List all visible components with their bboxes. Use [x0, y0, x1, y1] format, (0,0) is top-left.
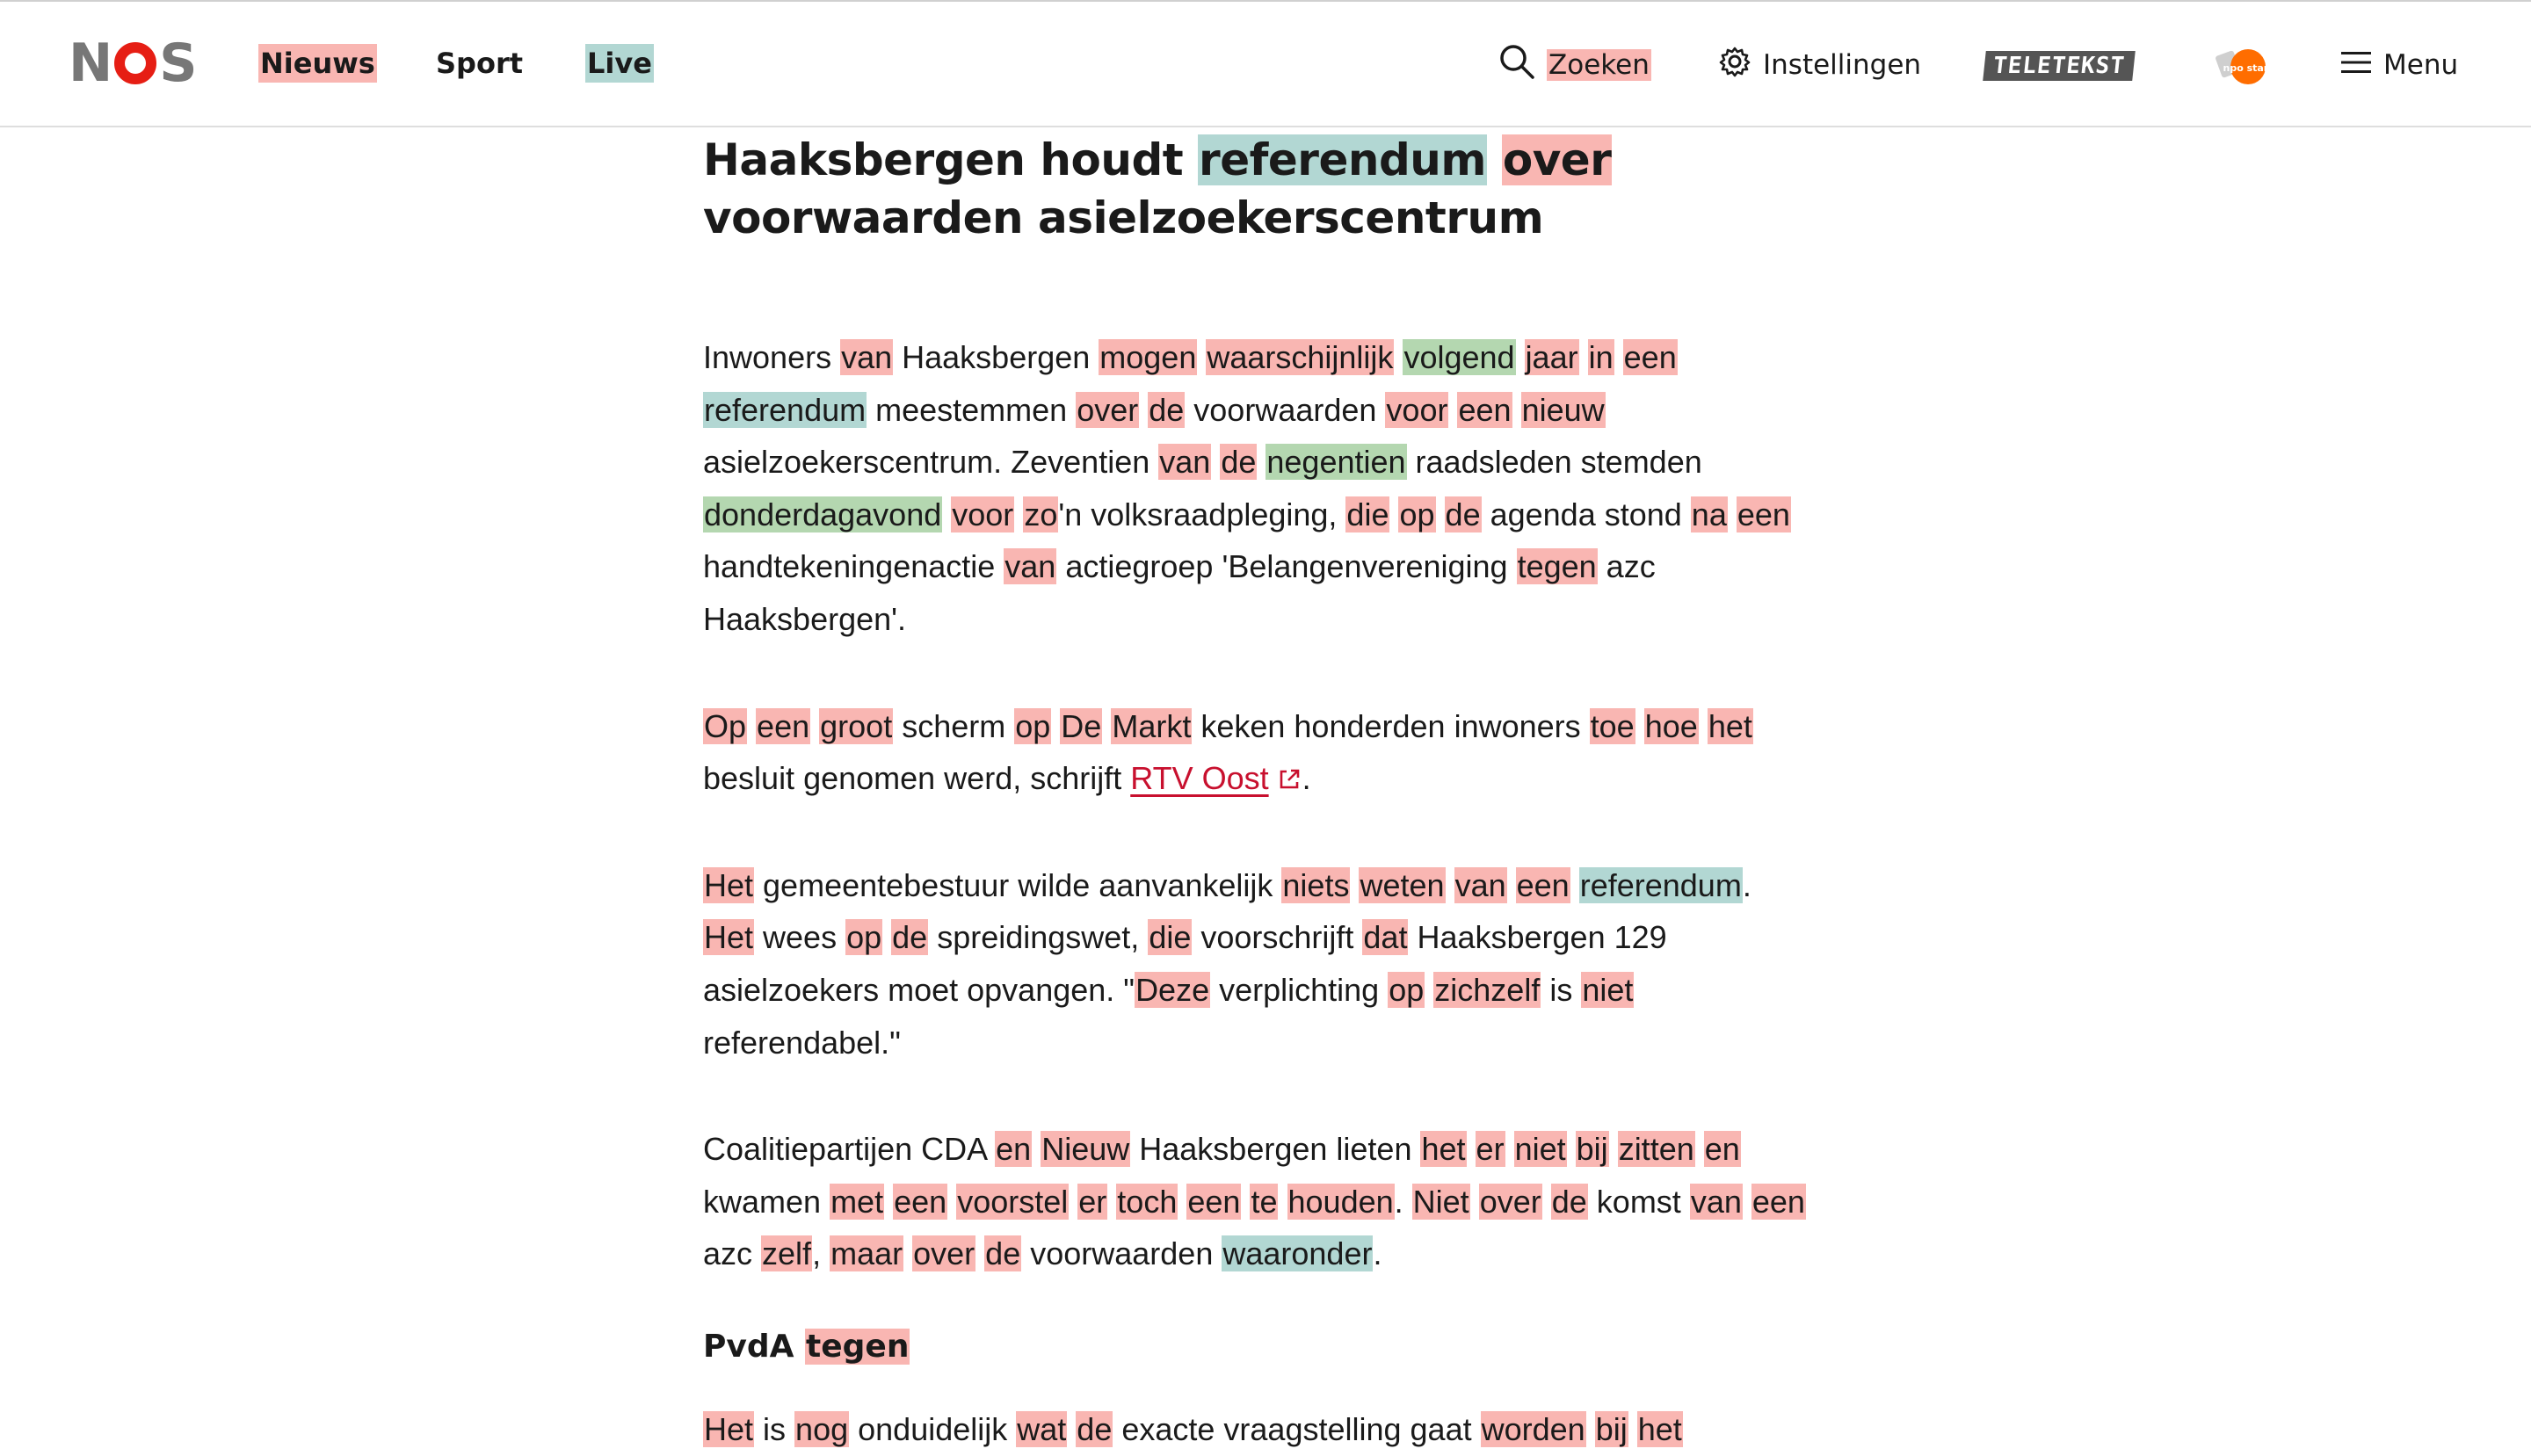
highlighted-word: toch	[1117, 1183, 1178, 1220]
highlighted-word: Nieuw	[1041, 1131, 1130, 1168]
highlighted-word: Niet	[1412, 1183, 1469, 1220]
highlighted-word: een	[1737, 496, 1790, 532]
highlighted-word: op	[846, 919, 882, 956]
highlighted-word: en	[1704, 1131, 1740, 1168]
highlighted-word: referendum	[704, 391, 867, 428]
highlighted-word: met	[830, 1183, 884, 1220]
highlighted-word: van	[1004, 548, 1056, 585]
highlighted-word: nog	[795, 1410, 849, 1447]
menu-label: Menu	[2383, 49, 2459, 81]
highlighted-word: een	[757, 707, 810, 744]
highlighted-word: de	[985, 1235, 1021, 1272]
highlighted-word: tegen	[1517, 548, 1597, 585]
highlighted-word: zo	[1024, 496, 1058, 532]
highlighted-word: over	[1077, 391, 1139, 428]
highlighted-word: op	[1399, 496, 1435, 532]
highlighted-word: er	[1476, 1131, 1505, 1168]
highlighted-word: de	[1149, 391, 1185, 428]
highlighted-word: een	[1516, 866, 1570, 903]
highlighted-word: op	[1015, 707, 1051, 744]
highlighted-word: worden	[1481, 1410, 1585, 1447]
highlighted-word: een	[1623, 339, 1677, 375]
highlighted-word: niet	[1514, 1131, 1566, 1168]
highlighted-word: bij	[1595, 1410, 1628, 1447]
highlighted-word: de	[1445, 496, 1481, 532]
rtv-oost-link[interactable]: RTV Oost	[1130, 760, 1269, 797]
highlighted-word: wat	[1017, 1410, 1067, 1447]
highlighted-word: negentien	[1266, 444, 1406, 481]
highlighted-word: De	[1061, 707, 1102, 744]
nos-logo[interactable]: N S	[69, 33, 197, 94]
highlighted-word: niets	[1282, 866, 1350, 903]
highlighted-word: waaronder	[1222, 1235, 1373, 1272]
highlighted-word: Het	[704, 1410, 754, 1447]
svg-text:npo start: npo start	[2223, 62, 2271, 74]
npo-start-logo[interactable]	[2215, 47, 2271, 86]
nav-nieuws[interactable]: Nieuws	[258, 44, 377, 83]
highlighted-word: een	[894, 1183, 947, 1220]
highlighted-word: referendum	[1579, 866, 1742, 903]
highlighted-word: de	[892, 919, 928, 956]
subheading: PvdA tegen	[703, 1328, 910, 1365]
settings-button[interactable]	[1719, 46, 1921, 84]
highlighted-word: te	[1251, 1183, 1278, 1220]
search-label: Zoeken	[1548, 49, 1650, 81]
highlighted-word: de	[1221, 444, 1257, 481]
highlighted-word: na	[1691, 496, 1727, 532]
site-header	[0, 2, 2531, 127]
highlighted-word: toe	[1590, 707, 1635, 744]
highlighted-word: de	[1077, 1410, 1113, 1447]
highlighted-word: over	[913, 1235, 975, 1272]
hamburger-icon	[2341, 49, 2371, 81]
nav-live[interactable]: Live	[585, 44, 654, 83]
highlighted-word: zitten	[1618, 1131, 1694, 1168]
menu-button[interactable]	[2341, 46, 2458, 84]
highlighted-word: niet	[1582, 971, 1634, 1008]
highlighted-word: bij	[1576, 1131, 1608, 1168]
highlighted-word: mogen	[1099, 339, 1197, 375]
highlighted-word: voor	[1386, 391, 1448, 428]
paragraph-3: Het gemeentebestuur wilde aanvankelijk niets weten van een referendum. Het wees op de spreidingswet, die voorschrijft dat Haaksbergen 129 asielzoekers moet opvangen. "Deze verplichting op zichzelf is niet referendabel."	[703, 866, 1751, 1061]
search-icon	[1499, 44, 1534, 86]
teletekst-logo[interactable]: TELETEKST	[1983, 51, 2136, 81]
gear-icon	[1719, 46, 1751, 84]
settings-label: Instellingen	[1763, 49, 1922, 81]
highlighted-word: Het	[704, 919, 754, 956]
nav-sport[interactable]: Sport	[436, 47, 524, 80]
paragraph-1: Inwoners van Haaksbergen mogen waarschijnlijk volgend jaar in een referendum meestemmen over de voorwaarden voor een nieuw asielzoekerscentrum. Zeventien van de negentien raadsleden stemden donderdagavond voor zo'n volksraadpleging, die op de agenda stond na een handtekeningenactie van actiegroep 'Belangenvereniging tegen azc Haaksbergen'.	[703, 339, 1790, 637]
highlighted-word: maar	[830, 1235, 903, 1272]
highlighted-word: voorstel	[957, 1183, 1069, 1220]
highlighted-word: een	[1187, 1183, 1241, 1220]
highlighted-word: van	[1454, 866, 1506, 903]
highlighted-word: houden	[1287, 1183, 1394, 1220]
highlighted-word: nieuw	[1521, 391, 1605, 428]
highlighted-word: het	[1421, 1131, 1466, 1168]
highlighted-word: Markt	[1112, 707, 1192, 744]
highlighted-word: over	[1502, 134, 1612, 185]
external-link-icon[interactable]	[1276, 766, 1302, 793]
highlighted-word: volgend	[1403, 339, 1515, 375]
highlighted-word: van	[1159, 444, 1211, 481]
highlighted-word: hoe	[1644, 707, 1698, 744]
highlighted-word: waarschijnlijk	[1207, 339, 1394, 375]
highlighted-word: op	[1389, 971, 1425, 1008]
highlighted-word: over	[1479, 1183, 1541, 1220]
search-button[interactable]	[1499, 46, 1651, 84]
highlighted-word: van	[1690, 1183, 1742, 1220]
highlighted-word: donderdagavond	[704, 496, 942, 532]
highlighted-word: die	[1346, 496, 1389, 532]
highlighted-word: het	[1708, 707, 1752, 744]
highlighted-word: tegen	[806, 1328, 910, 1365]
highlighted-word: een	[1751, 1183, 1805, 1220]
highlighted-word: zichzelf	[1434, 971, 1541, 1008]
highlighted-word: Op	[704, 707, 747, 744]
article-title: Haaksbergen houdt referendum over voorwaarden asielzoekerscentrum	[703, 134, 1612, 243]
highlighted-word: Het	[704, 866, 754, 903]
highlighted-word: er	[1078, 1183, 1107, 1220]
highlighted-word: de	[1551, 1183, 1587, 1220]
paragraph-5: Het is nog onduidelijk wat de exacte vraagstelling gaat worden bij het	[704, 1410, 1682, 1447]
highlighted-word: jaar	[1525, 339, 1578, 375]
paragraph-4: Coalitiepartijen CDA en Nieuw Haaksbergen lieten het er niet bij zitten en kwamen met een voorstel er toch een te houden. Niet over de komst van een azc zelf, maar over de voorwaarden waaronder.	[703, 1131, 1805, 1272]
highlighted-word: een	[1458, 391, 1512, 428]
highlighted-word: groot	[820, 707, 893, 744]
paragraph-2: Op een groot scherm op De Markt keken honderden inwoners toe hoe het besluit genomen werd, schrijft RTV Oost .	[703, 707, 1752, 797]
highlighted-word: van	[841, 339, 893, 375]
highlighted-word: weten	[1360, 866, 1445, 903]
highlighted-word: dat	[1363, 919, 1408, 956]
highlighted-word: Deze	[1135, 971, 1210, 1008]
highlighted-word: die	[1149, 919, 1192, 956]
highlighted-word: in	[1588, 339, 1614, 375]
highlighted-word: voor	[952, 496, 1014, 532]
highlighted-word: het	[1637, 1410, 1682, 1447]
highlighted-word: zelf	[762, 1235, 812, 1272]
highlighted-word: en	[996, 1131, 1032, 1168]
highlighted-word: referendum	[1199, 134, 1486, 185]
article	[703, 127, 1810, 1456]
logo-o-ring	[114, 42, 156, 84]
